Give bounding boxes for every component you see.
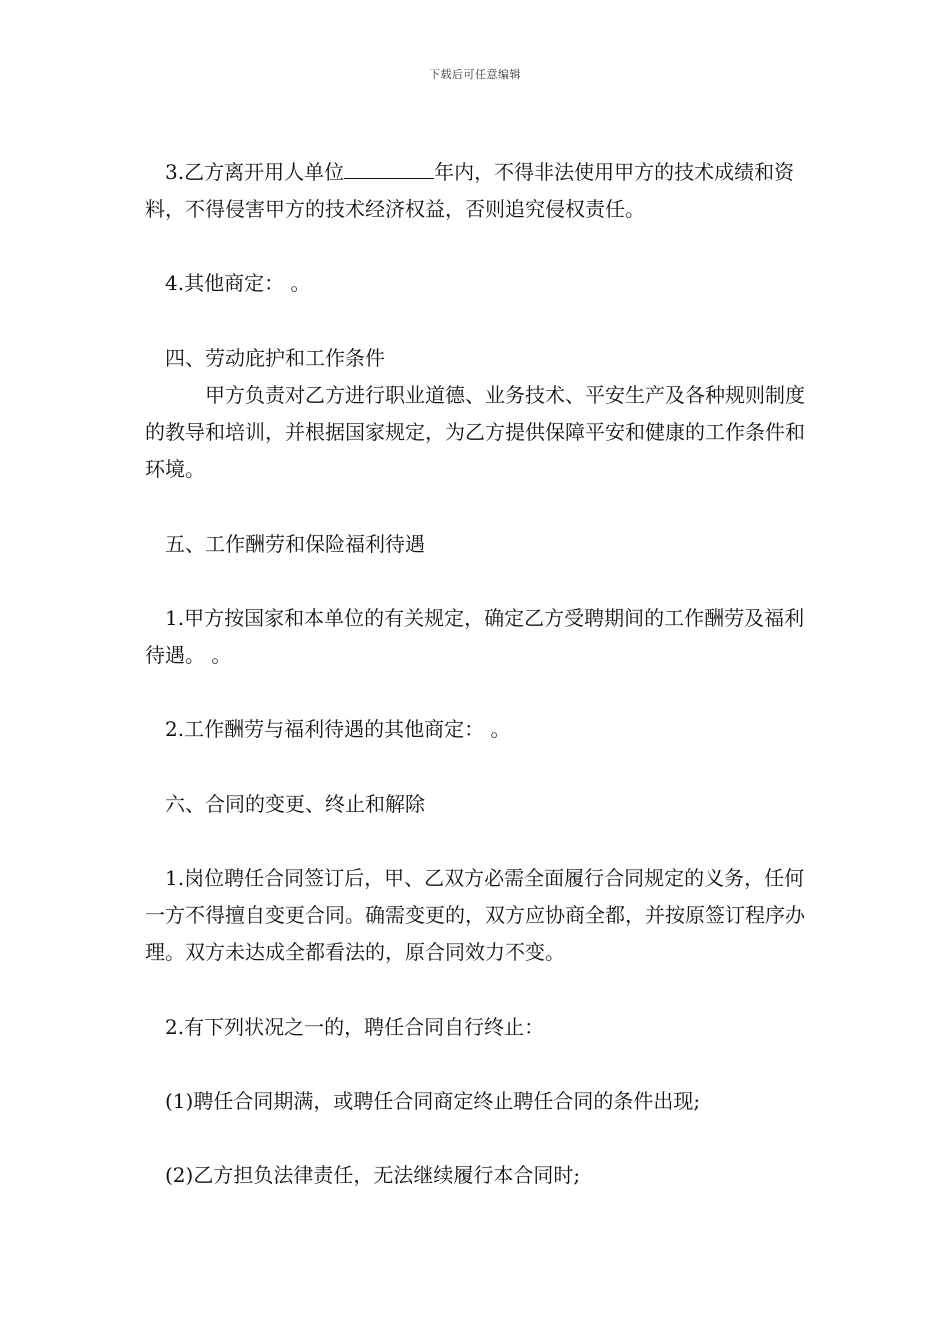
section-5-clause-1: 1.甲方按国家和本单位的有关规定，确定乙方受聘期间的工作酬劳及福利待遇。 。	[145, 606, 805, 667]
clause-3-text-start: 3.乙方离开用人单位	[165, 160, 345, 184]
section-6-clause-2: 2.有下列状况之一的，聘任合同自行终止：	[165, 1015, 545, 1039]
section-4-paragraph: 甲方负责对乙方进行职业道德、业务技术、平安生产及各种规则制度的教导和培训，并根据国家规定，为乙方提供保障平安和健康的工作条件和环境。	[145, 383, 805, 481]
clause-4-paragraph: 4.其他商定： 。	[165, 271, 311, 295]
section-5-clause-2: 2.工作酬劳与福利待遇的其他商定： 。	[165, 717, 511, 741]
section-4-heading: 四、劳动庇护和工作条件	[165, 346, 385, 370]
clause-3-paragraph	[145, 154, 810, 228]
clause-3-text-end: 年内，不得非法使用甲方的技术成绩和资料，不得侵害甲方的技术经济权益，否则追究侵权责任。	[145, 160, 795, 221]
section-6-clause-1: 1.岗位聘任合同签订后，甲、乙双方必需全面履行合同规定的义务，任何一方不得擅自变更合同。确需变更的，双方应协商全都，并按原签订程序办理。双方未达成全都看法的，原合同效力不变。	[145, 866, 805, 964]
section-6-item-2: (2)乙方担负法律责任，无法继续履行本合同时;	[165, 1163, 581, 1187]
fill-in-blank[interactable]	[344, 160, 434, 179]
section-6-item-1: (1)聘任合同期满，或聘任合同商定终止聘任合同的条件出现;	[165, 1089, 701, 1113]
section-5-heading: 五、工作酬劳和保险福利待遇	[165, 532, 425, 556]
page-header: 下载后可任意编辑	[429, 68, 521, 81]
section-6-heading: 六、合同的变更、终止和解除	[165, 792, 425, 816]
